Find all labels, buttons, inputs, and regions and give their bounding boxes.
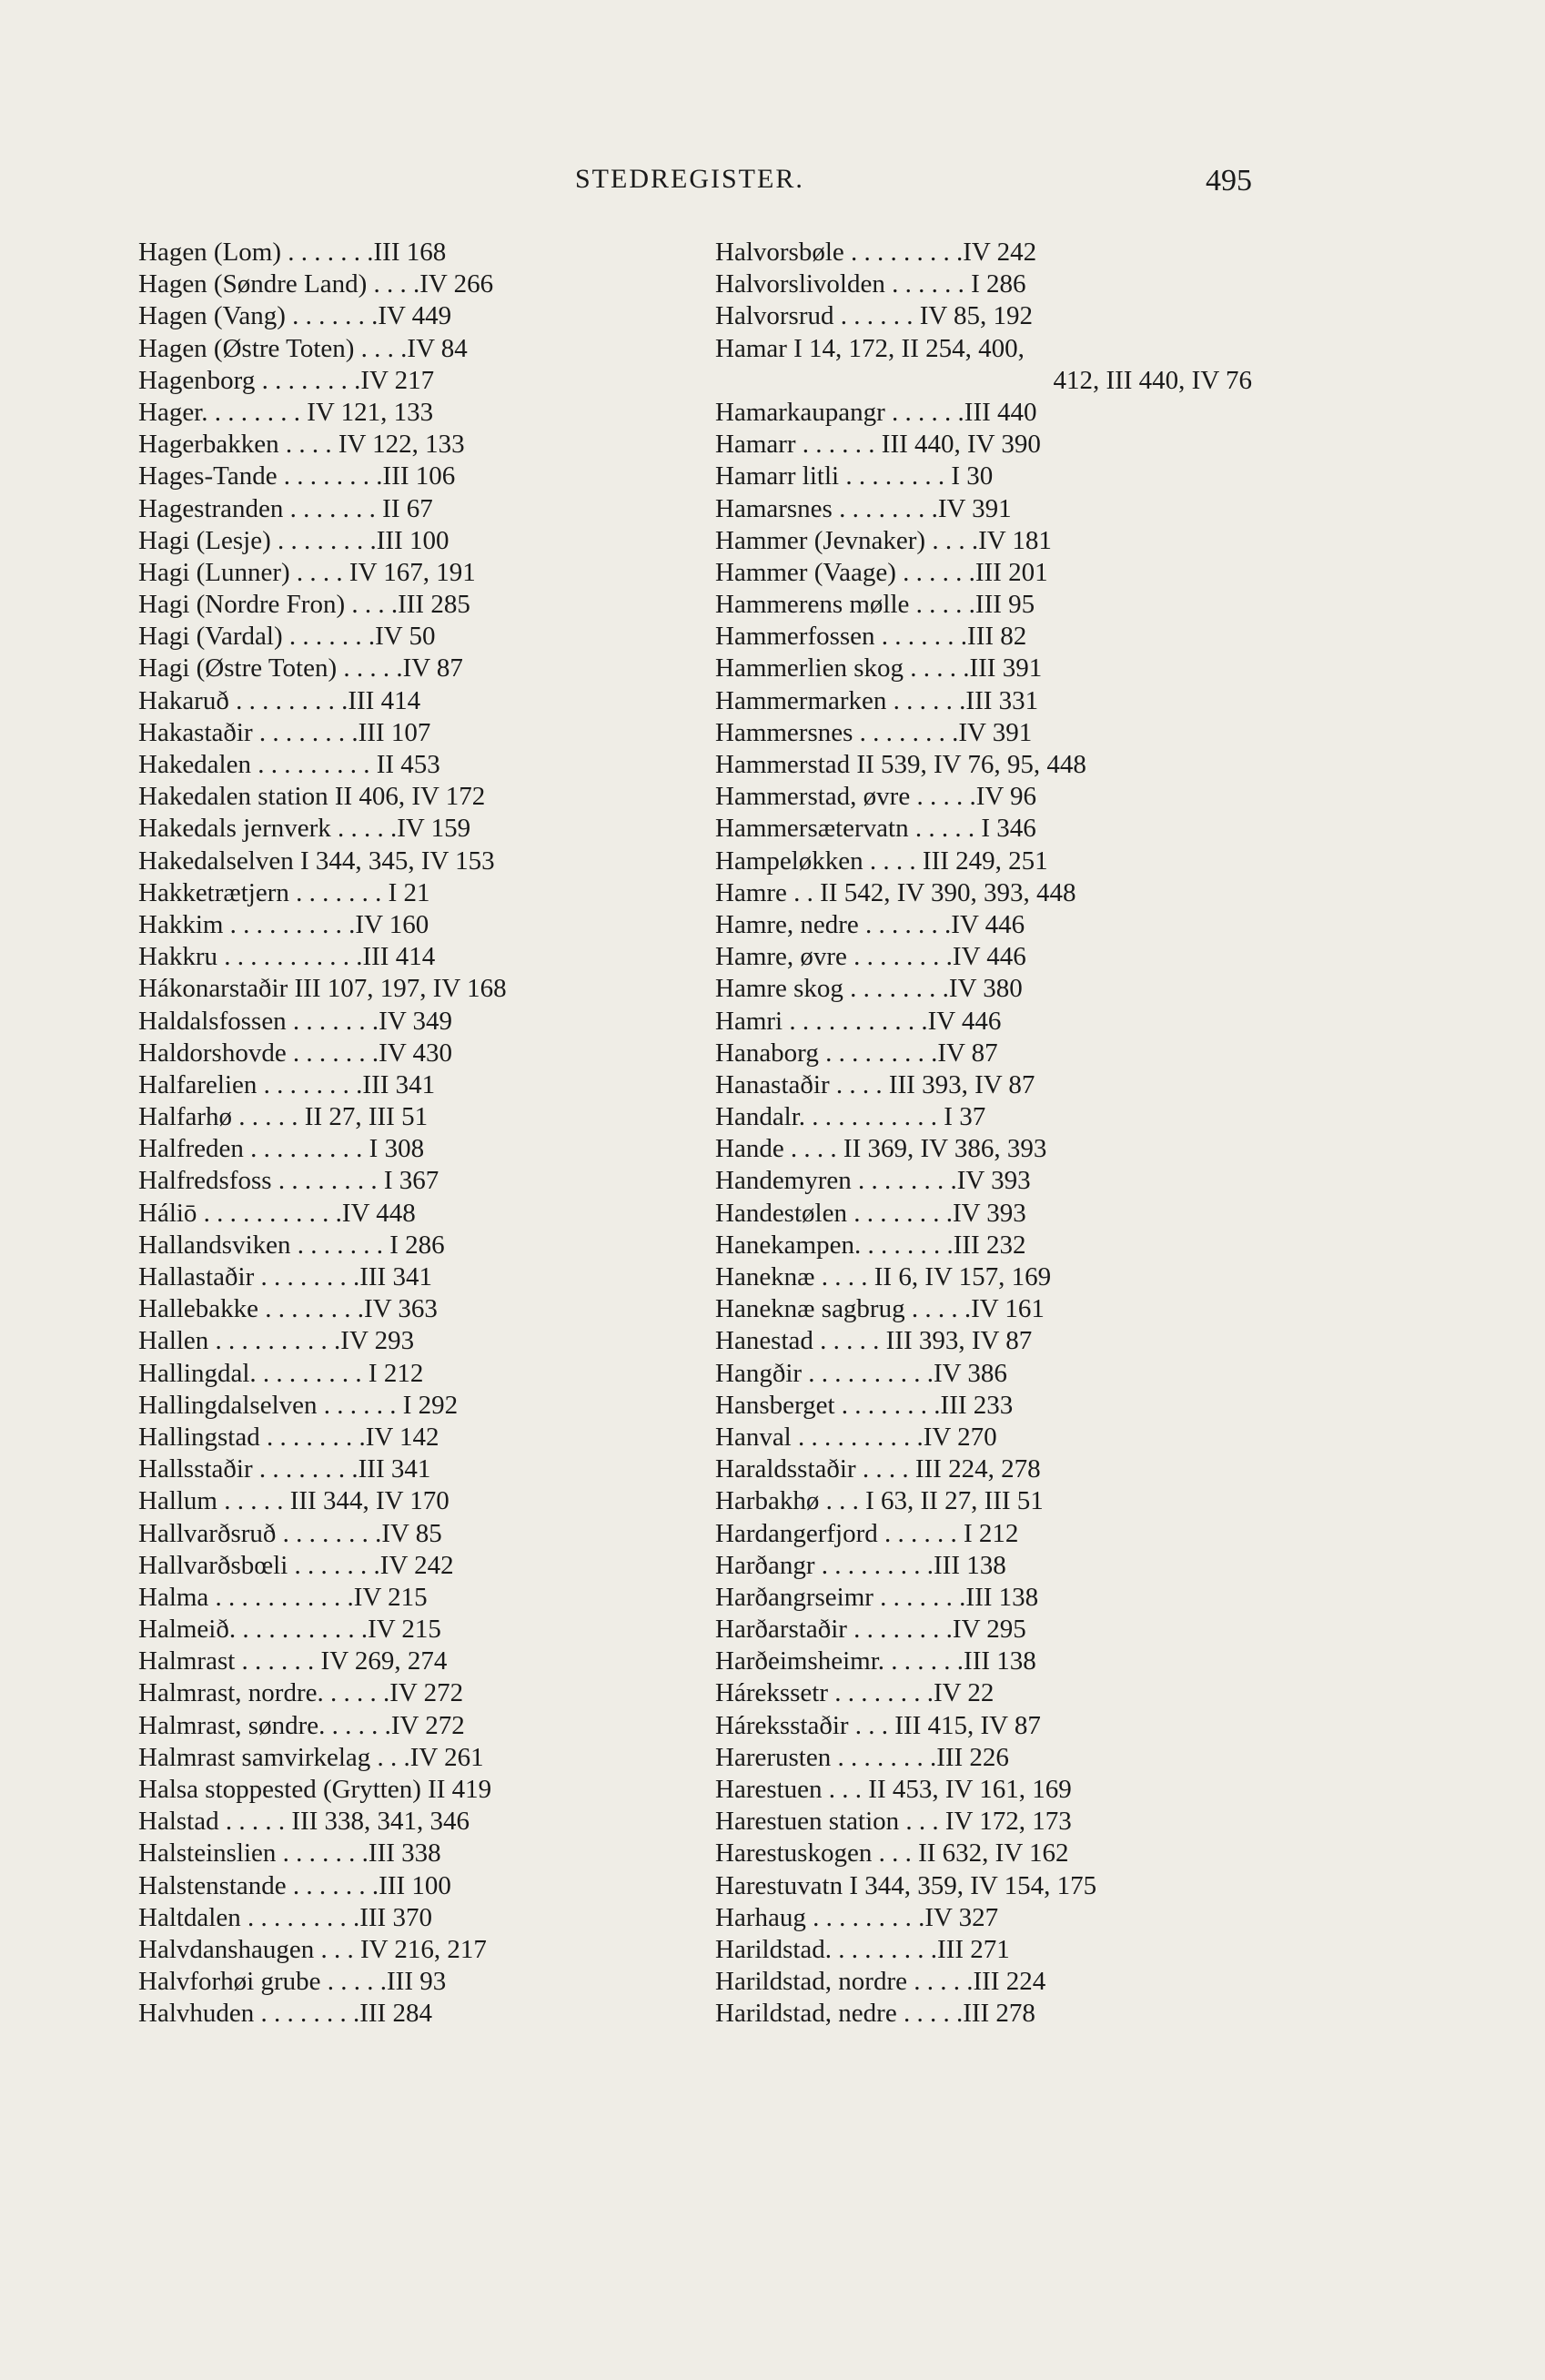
index-entry: Hammerstad II 539, IV 76, 95, 448 — [715, 750, 1086, 779]
index-entry: Hanestad . . . . . III 393, IV 87 — [715, 1326, 1033, 1356]
index-entry: Hakedalselven I 344, 345, IV 153 — [138, 846, 495, 876]
index-entry: Hamarkaupangr . . . . . .III 440 — [715, 397, 1037, 427]
index-entry: Hagestranden . . . . . . . II 67 — [138, 493, 433, 523]
index-entry: Hanastaðir . . . . III 393, IV 87 — [715, 1069, 1035, 1099]
index-entry: Háreksstaðir . . . III 415, IV 87 — [715, 1710, 1041, 1740]
index-entry: Halma . . . . . . . . . . .IV 215 — [138, 1582, 428, 1612]
index-entry: Halsa stoppested (Grytten) II 419 — [138, 1775, 492, 1804]
index-entry: Halfarhø . . . . . II 27, III 51 — [138, 1102, 429, 1132]
index-entry: Hanaborg . . . . . . . . .IV 87 — [715, 1038, 998, 1068]
index-entry: Harerusten . . . . . . . .III 226 — [715, 1742, 1009, 1772]
index-entry: Hakedalen . . . . . . . . . II 453 — [138, 750, 440, 779]
index-entry: Handestølen . . . . . . . .IV 393 — [715, 1198, 1026, 1228]
index-entry: Hagen (Søndre Land) . . . .IV 266 — [138, 269, 494, 299]
index-entry: Harðeimsheimr. . . . . . .III 138 — [715, 1646, 1036, 1676]
index-entry: Halvdanshaugen . . . IV 216, 217 — [138, 1934, 487, 1964]
index-entry: Hallingdal. . . . . . . . . I 212 — [138, 1358, 424, 1388]
index-entry: Hamarsnes . . . . . . . .IV 391 — [715, 493, 1012, 523]
index-entry: Harðangr . . . . . . . . .III 138 — [715, 1550, 1006, 1580]
index-columns — [138, 237, 1252, 2031]
index-entry: Halmrast samvirkelag . . .IV 261 — [138, 1742, 484, 1772]
index-entry: Hansberget . . . . . . . .III 233 — [715, 1390, 1014, 1420]
index-entry: Hallingstad . . . . . . . .IV 142 — [138, 1422, 439, 1452]
index-entry: Harbakhø . . . I 63, II 27, III 51 — [715, 1486, 1044, 1516]
index-entry: Harildstad. . . . . . . . .III 271 — [715, 1934, 1010, 1964]
index-entry: Harildstad, nedre . . . . .III 278 — [715, 1999, 1035, 2029]
index-entry: Hakketrætjern . . . . . . . I 21 — [138, 877, 430, 907]
index-entry: Hagi (Lesje) . . . . . . . .III 100 — [138, 525, 449, 555]
index-entry: Hamre, nedre . . . . . . .IV 446 — [715, 909, 1025, 939]
index-entry: Hamre . . II 542, IV 390, 393, 448 — [715, 877, 1076, 907]
index-entry: Hammersnes . . . . . . . .IV 391 — [715, 717, 1033, 747]
index-entry: Hagen (Lom) . . . . . . .III 168 — [138, 238, 447, 267]
index-entry: Hammerstad, øvre . . . . .IV 96 — [715, 782, 1037, 812]
index-entry: Halsteinslien . . . . . . .III 338 — [138, 1838, 441, 1869]
index-entry: Hakaruð . . . . . . . . .III 414 — [138, 685, 421, 715]
index-entry: Haldorshovde . . . . . . .IV 430 — [138, 1038, 453, 1068]
index-entry: Handemyren . . . . . . . .IV 393 — [715, 1166, 1031, 1196]
index-entry: Hallvarðsbœli . . . . . . .IV 242 — [138, 1550, 454, 1580]
index-entry: Hagi (Lunner) . . . . IV 167, 191 — [138, 557, 476, 587]
index-entry: Hanval . . . . . . . . . .IV 270 — [715, 1422, 997, 1452]
index-entry: Haldalsfossen . . . . . . .IV 349 — [138, 1006, 453, 1036]
index-entry: Hallebakke . . . . . . . .IV 363 — [138, 1294, 438, 1324]
index-entry: Hallastaðir . . . . . . . .III 341 — [138, 1262, 432, 1291]
index-entry: Hager. . . . . . . . IV 121, 133 — [138, 397, 434, 427]
index-entry: Hakastaðir . . . . . . . .III 107 — [138, 717, 431, 747]
index-entry: Hagi (Vardal) . . . . . . .IV 50 — [138, 622, 436, 652]
index-entry: Halvorsrud . . . . . . IV 85, 192 — [715, 301, 1034, 331]
index-entry: Halstenstande . . . . . . .III 100 — [138, 1870, 451, 1900]
index-entry: Harestuen station . . . IV 172, 173 — [715, 1807, 1072, 1837]
index-entry: Halvorslivolden . . . . . . I 286 — [715, 269, 1026, 299]
page-header — [138, 164, 1252, 209]
index-entry: Hagi (Østre Toten) . . . . .IV 87 — [138, 653, 463, 684]
running-title: STEDREGISTER. — [575, 164, 804, 194]
index-entry: Haneknæ sagbrug . . . . .IV 161 — [715, 1294, 1045, 1324]
index-entry: Harðarstaðir . . . . . . . .IV 295 — [715, 1615, 1026, 1645]
index-entry: Halmeið. . . . . . . . . . .IV 215 — [138, 1615, 441, 1645]
index-entry: Hagen (Østre Toten) . . . .IV 84 — [138, 333, 468, 363]
index-entry: Handalr. . . . . . . . . . . I 37 — [715, 1102, 986, 1132]
index-entry: Hakkru . . . . . . . . . . .III 414 — [138, 942, 436, 972]
index-entry: Hardangerfjord . . . . . . I 212 — [715, 1518, 1019, 1548]
index-entry: Halmrast, nordre. . . . . .IV 272 — [138, 1678, 464, 1708]
index-entry: Haraldsstaðir . . . . III 224, 278 — [715, 1454, 1041, 1484]
index-entry: 412, III 440, IV 76 — [1053, 365, 1252, 395]
index-entry: Hallum . . . . . III 344, IV 170 — [138, 1486, 449, 1516]
index-entry: Hagi (Nordre Fron) . . . .III 285 — [138, 590, 470, 620]
index-entry: Hammerens mølle . . . . .III 95 — [715, 590, 1035, 620]
index-entry: Hallen . . . . . . . . . .IV 293 — [138, 1326, 415, 1356]
index-entry: Halvhuden . . . . . . . .III 284 — [138, 1999, 432, 2029]
index-entry: Hagen (Vang) . . . . . . .IV 449 — [138, 301, 452, 331]
index-entry: Hamre, øvre . . . . . . . .IV 446 — [715, 942, 1026, 972]
index-entry: Harestuvatn I 344, 359, IV 154, 175 — [715, 1870, 1097, 1900]
index-entry: Hammermarken . . . . . .III 331 — [715, 685, 1039, 715]
index-entry: Harestuskogen . . . II 632, IV 162 — [715, 1838, 1069, 1869]
index-entry: Hammerlien skog . . . . .III 391 — [715, 653, 1043, 684]
index-entry: Hakedalen station II 406, IV 172 — [138, 782, 486, 812]
index-entry: Hákonarstaðir III 107, 197, IV 168 — [138, 974, 507, 1004]
index-entry: Hárekssetr . . . . . . . .IV 22 — [715, 1678, 995, 1708]
index-entry: Hallandsviken . . . . . . . I 286 — [138, 1230, 445, 1260]
index-entry: Hangðir . . . . . . . . . .IV 386 — [715, 1358, 1007, 1388]
index-entry: Halstad . . . . . III 338, 341, 346 — [138, 1807, 470, 1837]
index-entry: Hande . . . . II 369, IV 386, 393 — [715, 1134, 1047, 1164]
index-entry: Haltdalen . . . . . . . . .III 370 — [138, 1902, 432, 1932]
index-entry: Háliō . . . . . . . . . . .IV 448 — [138, 1198, 416, 1228]
index-entry: Halvorsbøle . . . . . . . . .IV 242 — [715, 238, 1037, 267]
right-column — [715, 237, 1252, 2031]
index-entry: Harhaug . . . . . . . . .IV 327 — [715, 1902, 999, 1932]
index-entry: Hamre skog . . . . . . . .IV 380 — [715, 974, 1023, 1004]
index-entry: Hammerfossen . . . . . . .III 82 — [715, 622, 1027, 652]
index-entry: Hamri . . . . . . . . . . .IV 446 — [715, 1006, 1002, 1036]
index-entry: Halvforhøi grube . . . . .III 93 — [138, 1967, 447, 1997]
index-entry: Hamarr . . . . . . III 440, IV 390 — [715, 430, 1041, 460]
page-number: 495 — [1206, 164, 1252, 197]
index-entry: Hagenborg . . . . . . . .IV 217 — [138, 365, 435, 395]
index-entry: Hallsstaðir . . . . . . . .III 341 — [138, 1454, 431, 1484]
index-entry: Hages-Tande . . . . . . . .III 106 — [138, 461, 456, 491]
index-entry: Halfredsfoss . . . . . . . . I 367 — [138, 1166, 439, 1196]
index-entry: Hagerbakken . . . . IV 122, 133 — [138, 430, 465, 460]
index-entry: Harildstad, nordre . . . . .III 224 — [715, 1967, 1046, 1997]
index-entry: Hammer (Vaage) . . . . . .III 201 — [715, 557, 1048, 587]
index-entry: Hakedals jernverk . . . . .IV 159 — [138, 814, 471, 844]
index-entry: Hamarr litli . . . . . . . . I 30 — [715, 461, 994, 491]
index-entry: Harestuen . . . II 453, IV 161, 169 — [715, 1775, 1072, 1804]
index-entry: Hakkim . . . . . . . . . .IV 160 — [138, 909, 429, 939]
index-entry: Halmrast, søndre. . . . . .IV 272 — [138, 1710, 465, 1740]
index-entry: Hamar I 14, 172, II 254, 400, — [715, 333, 1025, 363]
index-entry: Halfarelien . . . . . . . .III 341 — [138, 1069, 436, 1099]
index-entry: Hallvarðsruð . . . . . . . .IV 85 — [138, 1518, 442, 1548]
index-entry: Haneknæ . . . . II 6, IV 157, 169 — [715, 1262, 1052, 1291]
left-column — [138, 237, 675, 2031]
index-entry: Harðangrseimr . . . . . . .III 138 — [715, 1582, 1039, 1612]
index-entry: Halfreden . . . . . . . . . I 308 — [138, 1134, 425, 1164]
index-entry: Hammersætervatn . . . . . I 346 — [715, 814, 1036, 844]
index-entry: Hallingdalselven . . . . . . I 292 — [138, 1390, 459, 1420]
index-entry: Hammer (Jevnaker) . . . .IV 181 — [715, 525, 1052, 555]
index-entry: Hampeløkken . . . . III 249, 251 — [715, 846, 1048, 876]
index-entry: Hanekampen. . . . . . . .III 232 — [715, 1230, 1026, 1260]
index-entry: Halmrast . . . . . . IV 269, 274 — [138, 1646, 448, 1676]
